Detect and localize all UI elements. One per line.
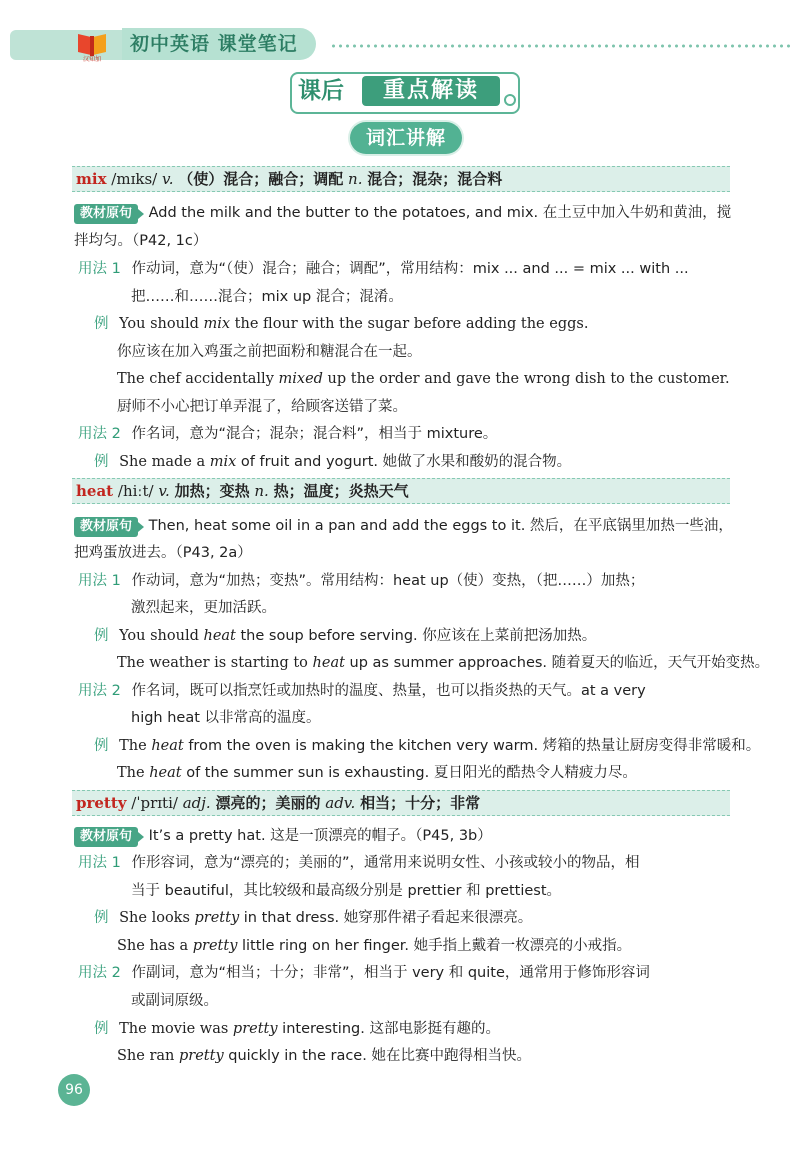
example-label: 例 bbox=[94, 316, 109, 332]
example: She has a pretty little ring on her finger. 她手指上戴着一枚漂亮的小戒指。 bbox=[117, 938, 632, 954]
usage-label: 用法 1 bbox=[78, 573, 121, 589]
section-title-left: 课后 bbox=[298, 78, 344, 104]
usage-2-cont: 或副词原级。 bbox=[131, 993, 218, 1009]
part-of-speech: n. bbox=[254, 482, 269, 500]
example: 例 She looks pretty in that dress. 她穿那件裙子看起来很漂亮。 bbox=[94, 910, 533, 926]
usage-label: 用法 2 bbox=[78, 683, 121, 699]
word-bar-pretty bbox=[72, 790, 730, 816]
usage-1: 用法 1 作形容词，意为“漂亮的；美丽的”，通常用来说明女性、小孩或较小的物品，相 bbox=[78, 855, 640, 871]
section-title bbox=[290, 72, 522, 114]
usage-2: 用法 2 作副词，意为“相当；十分；非常”，相当于 very 和 quite，通常用于修饰形容词 bbox=[78, 965, 650, 981]
usage-2: 用法 2 作名词，意为“混合；混杂；混合料”，相当于 mixture。 bbox=[78, 426, 498, 442]
definition: 加热；变热 bbox=[174, 482, 250, 500]
part-of-speech: n. bbox=[348, 170, 363, 188]
example: She ran pretty quickly in the race. 她在比赛中跑得相当快。 bbox=[117, 1048, 531, 1064]
vocab-subtitle: 词汇讲解 bbox=[350, 122, 462, 154]
phonetic: /mɪks/ bbox=[111, 170, 158, 188]
source-badge: 教材原句 bbox=[74, 204, 138, 224]
usage-2-cont: high heat 以非常高的温度。 bbox=[131, 710, 321, 726]
phonetic: /hiːt/ bbox=[117, 482, 154, 500]
example: 例 You should mix the flour with the sugar before adding the eggs. bbox=[94, 316, 589, 332]
header-dotted-rule bbox=[330, 44, 790, 48]
source-sentence-cont: 把鸡蛋放进去。（P43, 2a） bbox=[74, 545, 252, 561]
example: The heat of the summer sun is exhausting. 夏日阳光的酷热令人精疲力尽。 bbox=[117, 765, 637, 781]
example: 例 The movie was pretty interesting. 这部电影挺有趣的。 bbox=[94, 1021, 500, 1037]
usage-1: 用法 1 作动词，意为“加热；变热”。常用结构：heat up（使）变热，（把……）加热； bbox=[78, 573, 645, 589]
source-sentence: 教材原句 Add the milk and the butter to the potatoes, and mix. 在土豆中加入牛奶和黄油，搅 bbox=[74, 203, 731, 224]
usage-label: 用法 1 bbox=[78, 855, 121, 871]
book-logo-icon bbox=[74, 26, 110, 62]
definition: （使）混合；融合；调配 bbox=[178, 170, 344, 188]
source-sentence-cont: 拌均匀。（P42, 1c） bbox=[74, 233, 208, 249]
example: The chef accidentally mixed up the order and gave the wrong dish to the customer. bbox=[117, 371, 730, 387]
part-of-speech: adv. bbox=[325, 794, 356, 812]
definition: 混合；混杂；混合料 bbox=[367, 170, 503, 188]
logo-label: 汉知加 bbox=[82, 56, 102, 62]
source-badge: 教材原句 bbox=[74, 827, 138, 847]
headword: pretty bbox=[76, 794, 127, 812]
example-label: 例 bbox=[94, 910, 109, 926]
section-title-right: 重点解读 bbox=[362, 76, 500, 106]
part-of-speech: v. bbox=[162, 170, 174, 188]
usage-2: 用法 2 作名词，既可以指烹饪或加热时的温度、热量，也可以指炎热的天气。at a very bbox=[78, 683, 646, 699]
part-of-speech: v. bbox=[158, 482, 170, 500]
usage-label: 用法 2 bbox=[78, 965, 121, 981]
source-sentence: 教材原句 Then, heat some oil in a pan and add the eggs to it. 然后，在平底锅里加热一些油， bbox=[74, 516, 733, 537]
example-translation: 你应该在加入鸡蛋之前把面粉和糖混合在一起。 bbox=[117, 344, 422, 360]
example-translation: 厨师不小心把订单弄混了，给顾客送错了菜。 bbox=[117, 399, 407, 415]
headword: mix bbox=[76, 170, 107, 188]
header-title: 初中英语 课堂笔记 bbox=[122, 28, 316, 60]
usage-1-cont: 把……和……混合；mix up 混合；混淆。 bbox=[131, 289, 403, 305]
phonetic: /ˈprɪti/ bbox=[131, 794, 178, 812]
example: 例 The heat from the oven is making the kitchen very warm. 烤箱的热量让厨房变得非常暖和。 bbox=[94, 738, 761, 754]
part-of-speech: adj. bbox=[182, 794, 211, 812]
word-bar-heat bbox=[72, 478, 730, 504]
example-label: 例 bbox=[94, 628, 109, 644]
word-bar-mix bbox=[72, 166, 730, 192]
headword: heat bbox=[76, 482, 114, 500]
section-title-dot bbox=[504, 94, 516, 106]
example: 例 She made a mix of fruit and yogurt. 她做了水果和酸奶的混合物。 bbox=[94, 454, 572, 470]
usage-1-cont: 当于 beautiful，其比较级和最高级分别是 prettier 和 prettiest。 bbox=[131, 883, 562, 899]
usage-1: 用法 1 作动词，意为“（使）混合；融合；调配”，常用结构：mix ... and ... = mix ... with ... bbox=[78, 261, 689, 277]
example: The weather is starting to heat up as summer approaches. 随着夏天的临近，天气开始变热。 bbox=[117, 655, 770, 671]
source-sentence: 教材原句 It’s a pretty hat. 这是一顶漂亮的帽子。（P45, 3b） bbox=[74, 826, 492, 847]
source-badge: 教材原句 bbox=[74, 517, 138, 537]
example: 例 You should heat the soup before serving. 你应该在上菜前把汤加热。 bbox=[94, 628, 597, 644]
usage-label: 用法 2 bbox=[78, 426, 121, 442]
example-label: 例 bbox=[94, 738, 109, 754]
definition: 漂亮的；美丽的 bbox=[215, 794, 321, 812]
usage-1-cont: 激烈起来，更加活跃。 bbox=[131, 600, 276, 616]
example-label: 例 bbox=[94, 1021, 109, 1037]
definition: 热；温度；炎热天气 bbox=[273, 482, 409, 500]
page-number: 96 bbox=[58, 1074, 90, 1106]
usage-label: 用法 1 bbox=[78, 261, 121, 277]
definition: 相当；十分；非常 bbox=[360, 794, 481, 812]
example-label: 例 bbox=[94, 454, 109, 470]
